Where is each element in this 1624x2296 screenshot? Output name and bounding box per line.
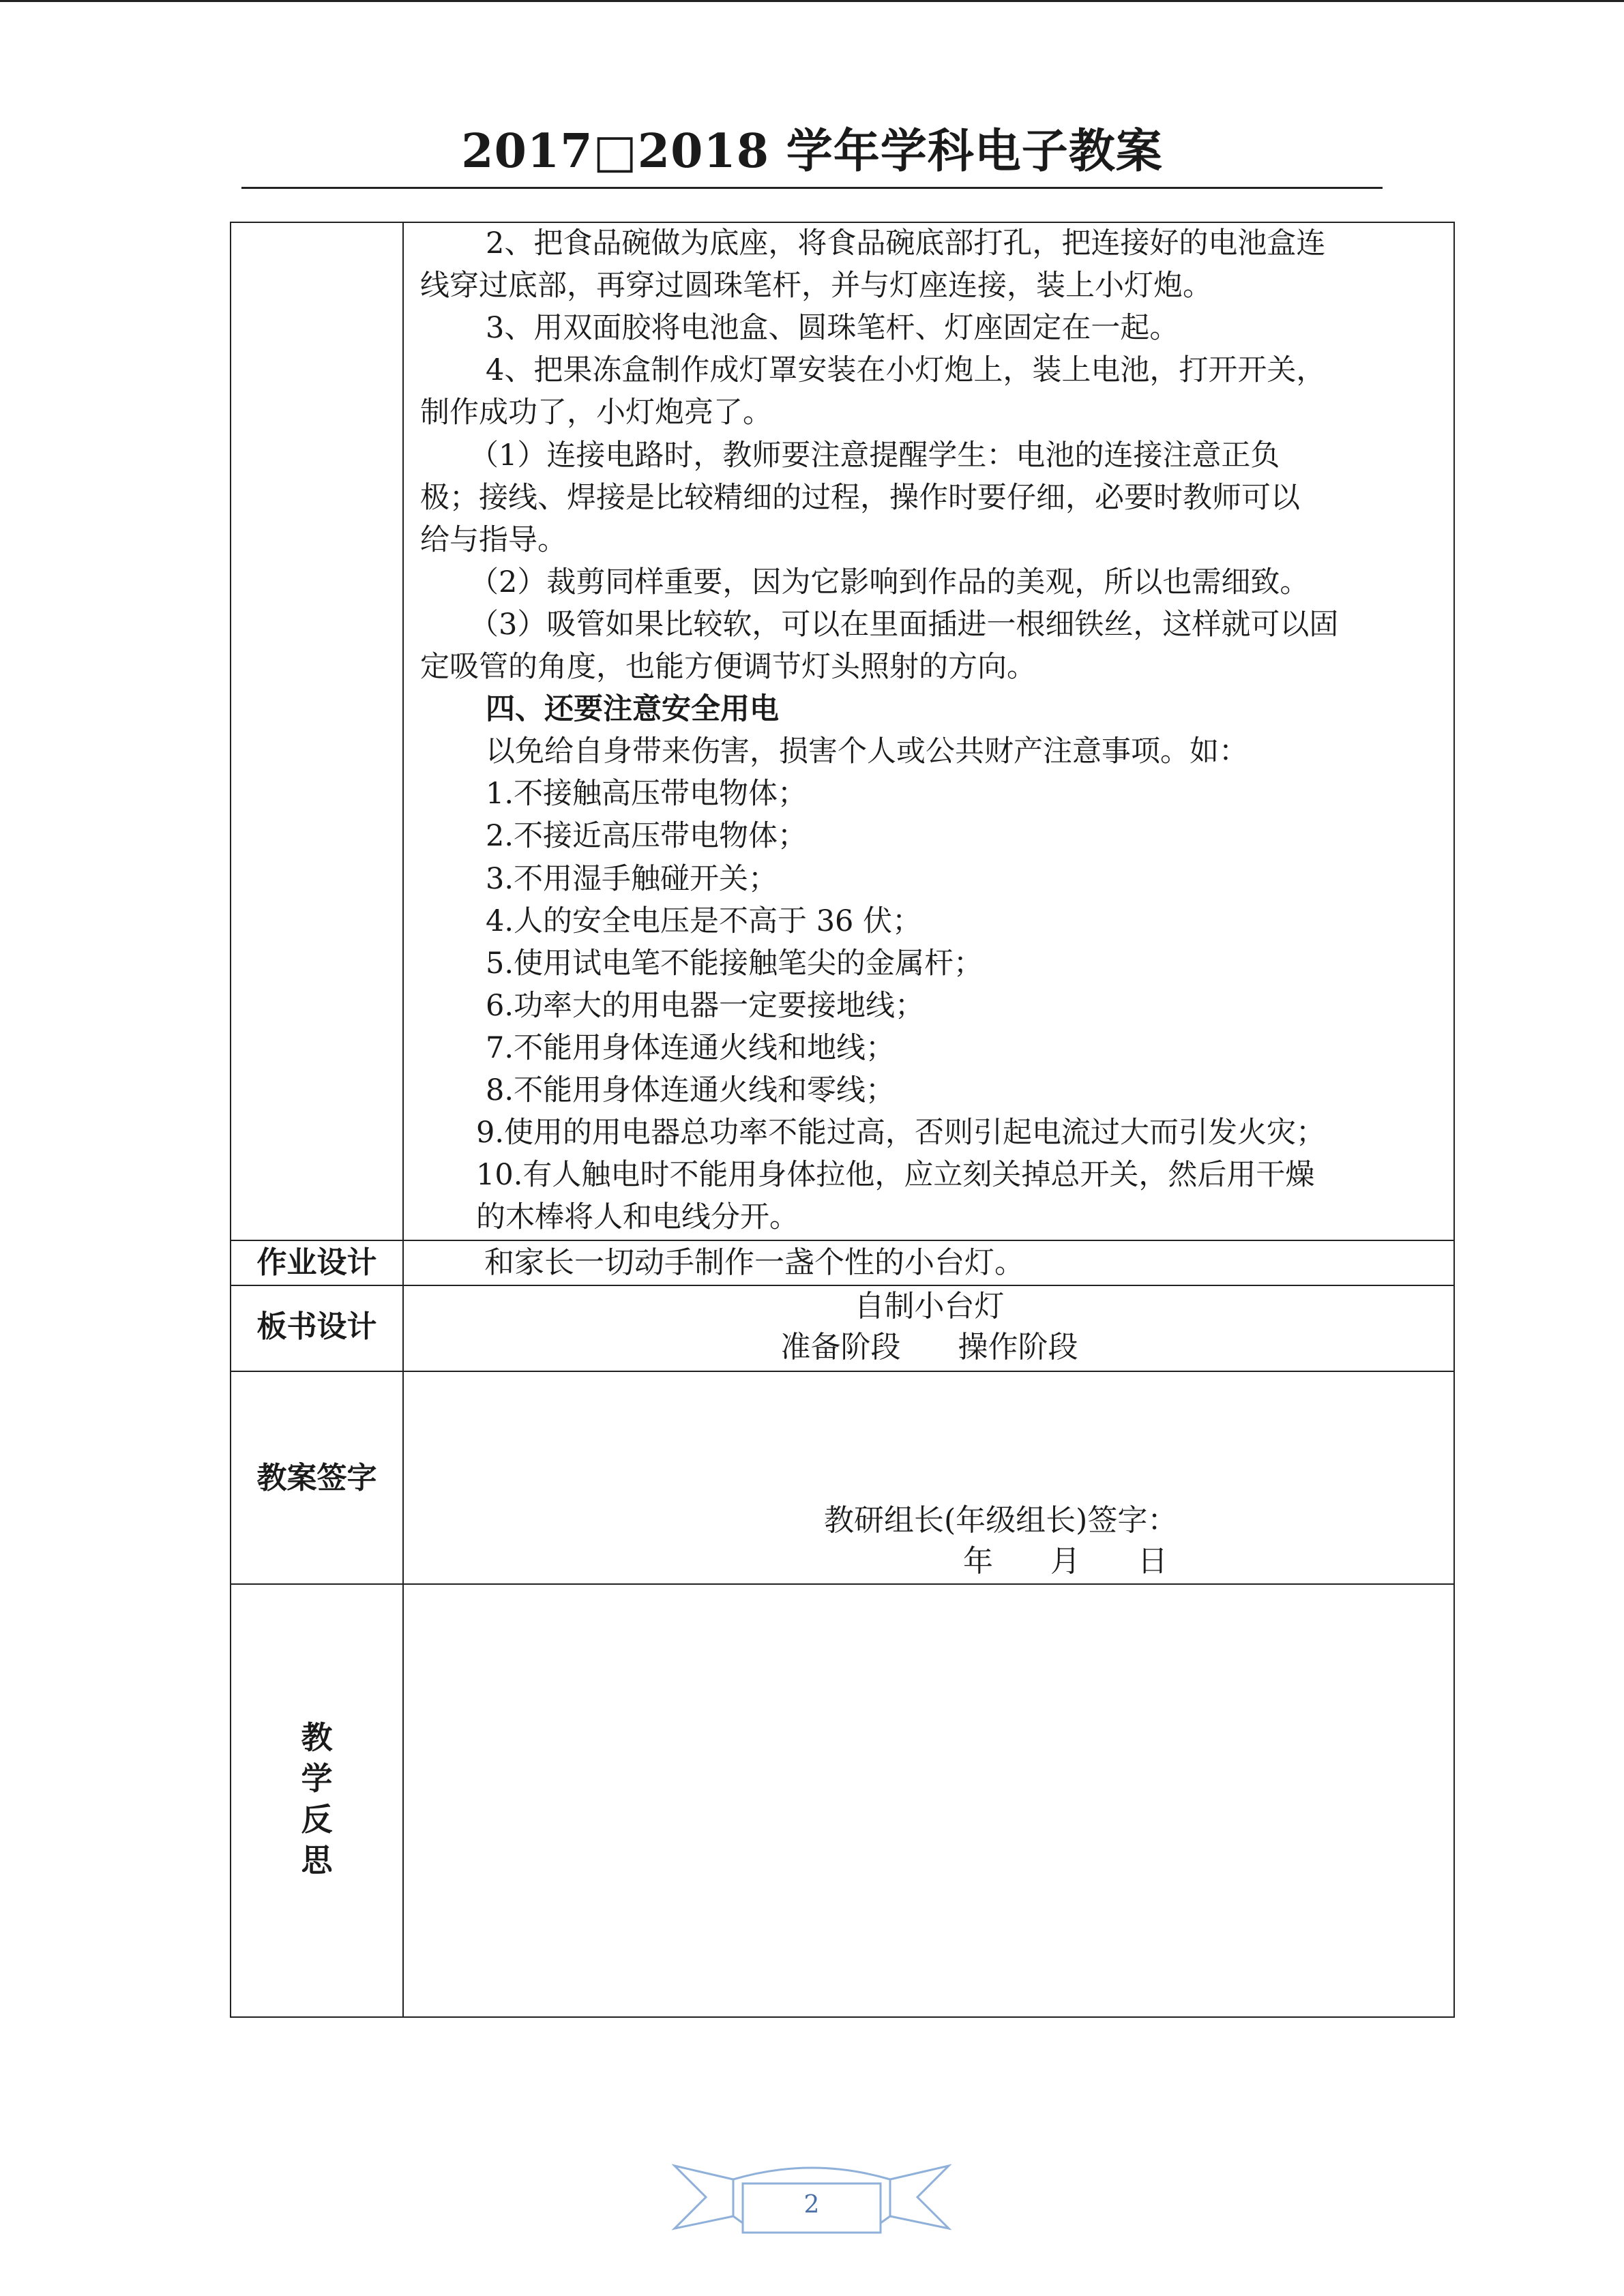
content-line: （2）裁剪同样重要，因为它影响到作品的美观，所以也需细致。 bbox=[469, 565, 1310, 599]
row-divider-board bbox=[230, 1371, 1455, 1372]
top-border bbox=[0, 0, 1624, 2]
content-line: 2.不接近高压带电物体； bbox=[486, 819, 808, 854]
reflection-label bbox=[231, 1717, 402, 1881]
content-line: 10.有人触电时不能用身体拉他，应立刻关掉总开关，然后用干燥 bbox=[476, 1158, 1315, 1193]
board-title: 自制小台灯 bbox=[854, 1289, 1005, 1324]
content-line: 的木棒将人和电线分开。 bbox=[476, 1200, 799, 1235]
content-line: （1）连接电路时，教师要注意提醒学生：电池的连接注意正负 bbox=[469, 438, 1280, 473]
content-line: 给与指导。 bbox=[420, 522, 567, 557]
content-line: 极；接线、焊接是比较精细的过程，操作时要仔细，必要时教师可以 bbox=[420, 480, 1300, 515]
reflection-char: 反 bbox=[301, 1801, 333, 1838]
content-line: 四、还要注意安全用电 bbox=[486, 692, 779, 727]
page-number-ribbon bbox=[672, 2160, 951, 2235]
homework-label: 作业设计 bbox=[256, 1245, 377, 1280]
content-line: 制作成功了，小灯炮亮了。 bbox=[420, 396, 772, 430]
content-line: 4.人的安全电压是不高于 36 伏； bbox=[486, 904, 922, 938]
content-line: 4、把果冻盒制作成灯罩安装在小灯炮上，装上电池，打开开关， bbox=[486, 353, 1326, 388]
page-title: 2017□2018 学年学科电子教案 bbox=[461, 124, 1163, 179]
signature-date: 年 月 日 bbox=[963, 1544, 1168, 1579]
content-line: 2、把食品碗做为底座，将食品碗底部打孔，把连接好的电池盒连 bbox=[486, 226, 1326, 260]
content-line: 3.不用湿手触碰开关； bbox=[486, 861, 778, 896]
content-line: 以免给自身带来伤害，损害个人或公共财产注意事项。如： bbox=[486, 734, 1248, 769]
content-line: 3、用双面胶将电池盒、圆珠笔杆、灯座固定在一起。 bbox=[486, 311, 1179, 346]
content-line: 1.不接触高压带电物体； bbox=[486, 777, 808, 811]
header-rule bbox=[241, 187, 1383, 189]
content-line: （3）吸管如果比较软，可以在里面插进一根细铁丝，这样就可以固 bbox=[469, 607, 1339, 642]
reflection-char: 思 bbox=[301, 1842, 333, 1879]
board-label: 板书设计 bbox=[256, 1309, 377, 1344]
row-divider-content bbox=[230, 1240, 1455, 1241]
content-line: 线穿过底部，再穿过圆珠笔杆，并与灯座连接，装上小灯炮。 bbox=[420, 269, 1212, 303]
content-line: 9.使用的用电器总功率不能过高，否则引起电流过大而引发火灾； bbox=[476, 1116, 1326, 1150]
page-number: 2 bbox=[803, 2191, 820, 2219]
board-stages: 准备阶段 操作阶段 bbox=[780, 1330, 1078, 1365]
reflection-char: 教 bbox=[301, 1719, 333, 1756]
content-line: 5.使用试电笔不能接触笔尖的金属杆； bbox=[486, 946, 984, 981]
reflection-area bbox=[404, 1585, 1455, 2018]
content-line: 6.功率大的用电器一定要接地线； bbox=[486, 988, 925, 1023]
content-line: 定吸管的角度，也能方便调节灯头照射的方向。 bbox=[420, 650, 1036, 684]
homework-text: 和家长一切动手制作一盏个性的小台灯。 bbox=[484, 1245, 1024, 1280]
signature-label: 教案签字 bbox=[256, 1461, 377, 1495]
signature-line: 教研组长(年级组长)签字： bbox=[824, 1503, 1178, 1538]
reflection-char: 学 bbox=[301, 1760, 333, 1797]
content-line: 7.不能用身体连通火线和地线； bbox=[486, 1030, 896, 1065]
content-line: 8.不能用身体连通火线和零线； bbox=[486, 1073, 896, 1107]
